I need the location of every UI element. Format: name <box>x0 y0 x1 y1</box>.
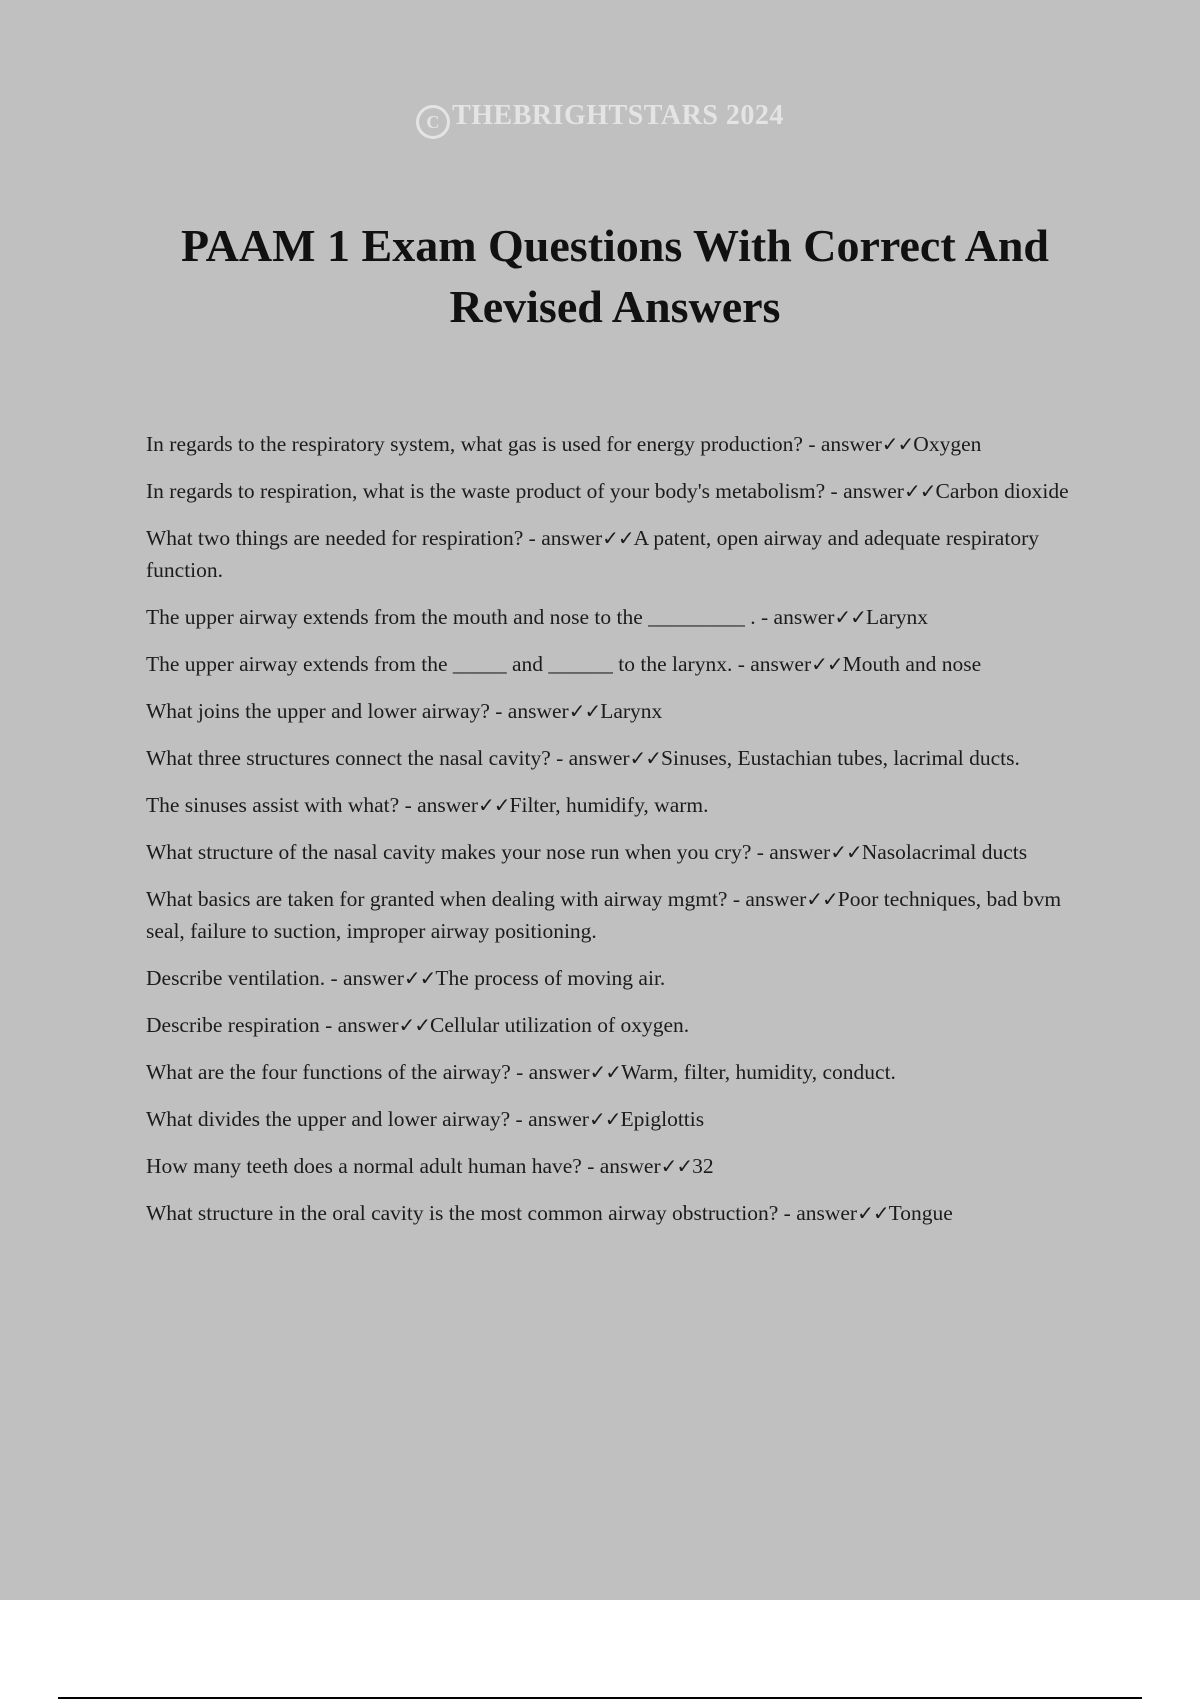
question-text: The upper airway extends from the _____ and ______ to the larynx. - answer <box>146 652 812 676</box>
footer-divider <box>58 1697 1142 1699</box>
answer-text: The process of moving air. <box>435 966 666 990</box>
answer-text: Tongue <box>888 1201 953 1225</box>
double-check-icon: ✓✓ <box>568 699 601 723</box>
qa-item <box>146 428 1096 460</box>
answer-text: Poor techniques, bad bvm seal, failure to suction, improper airway positioning. <box>146 887 1062 943</box>
qa-item <box>146 1103 1096 1135</box>
double-check-icon: ✓✓ <box>602 526 634 550</box>
question-text: The upper airway extends from the mouth and nose to the _________ . - answer <box>146 605 835 629</box>
answer-text: A patent, open airway and adequate respiratory function. <box>146 526 1039 582</box>
qa-item <box>146 789 1096 821</box>
answer-text: Sinuses, Eustachian tubes, lacrimal ducts. <box>661 746 1020 770</box>
double-check-icon: ✓✓ <box>834 605 866 629</box>
double-check-icon: ✓✓ <box>903 479 936 503</box>
answer-text: Nasolacrimal ducts <box>861 840 1028 864</box>
answer-text: Larynx <box>865 605 929 629</box>
qa-item <box>146 883 1096 947</box>
double-check-icon: ✓✓ <box>857 1201 889 1225</box>
qa-item <box>146 601 1096 633</box>
qa-item <box>146 1056 1096 1088</box>
double-check-icon: ✓✓ <box>629 746 662 770</box>
question-text: In regards to respiration, what is the waste product of your body's metabolism? - answer <box>146 479 904 503</box>
double-check-icon: ✓✓ <box>830 840 862 864</box>
question-text: What three structures connect the nasal cavity? - answer <box>146 746 630 770</box>
double-check-icon: ✓✓ <box>588 1107 621 1131</box>
double-check-icon: ✓✓ <box>403 966 436 990</box>
double-check-icon: ✓✓ <box>398 1013 431 1037</box>
qa-item <box>146 475 1096 507</box>
qa-list <box>146 428 1096 1244</box>
question-text: Describe ventilation. - answer <box>146 966 404 990</box>
answer-text: Filter, humidify, warm. <box>509 793 709 817</box>
question-text: What basics are taken for granted when dealing with airway mgmt? - answer <box>146 887 807 911</box>
answer-text: Epiglottis <box>620 1107 705 1131</box>
question-text: How many teeth does a normal adult human have? - answer <box>146 1154 661 1178</box>
double-check-icon: ✓✓ <box>881 432 914 456</box>
watermark <box>0 100 1200 139</box>
page-title: PAAM 1 Exam Questions With Correct And Revised Answers <box>180 220 1050 332</box>
double-check-icon: ✓✓ <box>589 1060 622 1084</box>
qa-item <box>146 836 1096 868</box>
answer-text: Warm, filter, humidity, conduct. <box>621 1060 896 1084</box>
double-check-icon: ✓✓ <box>478 793 510 817</box>
qa-item <box>146 962 1096 994</box>
answer-text: Carbon dioxide <box>935 479 1069 503</box>
qa-item <box>146 1197 1096 1229</box>
qa-item <box>146 1150 1096 1182</box>
question-text: What structure in the oral cavity is the most common airway obstruction? - answer <box>146 1201 858 1225</box>
qa-item <box>146 522 1096 586</box>
double-check-icon: ✓✓ <box>806 887 838 911</box>
qa-item <box>146 742 1096 774</box>
double-check-icon: ✓✓ <box>811 652 843 676</box>
question-text: What divides the upper and lower airway? - answer <box>146 1107 589 1131</box>
qa-item <box>146 648 1096 680</box>
question-text: Describe respiration - answer <box>146 1013 399 1037</box>
question-text: The sinuses assist with what? - answer <box>146 793 478 817</box>
question-text: What joins the upper and lower airway? - answer <box>146 699 569 723</box>
watermark-text: THEBRIGHTSTARS 2024 <box>452 100 784 131</box>
copyright-icon: C <box>416 105 450 139</box>
question-text: What two things are needed for respiration? - answer <box>146 526 603 550</box>
qa-item <box>146 695 1096 727</box>
answer-text: Cellular utilization of oxygen. <box>430 1013 690 1037</box>
answer-text: 32 <box>692 1154 714 1178</box>
answer-text: Mouth and nose <box>842 652 982 676</box>
question-text: What are the four functions of the airway? - answer <box>146 1060 590 1084</box>
double-check-icon: ✓✓ <box>660 1154 693 1178</box>
question-text: In regards to the respiratory system, what gas is used for energy production? - answer <box>146 432 882 456</box>
question-text: What structure of the nasal cavity makes your nose run when you cry? - answer <box>146 840 831 864</box>
answer-text: Larynx <box>600 699 663 723</box>
qa-item <box>146 1009 1096 1041</box>
answer-text: Oxygen <box>913 432 982 456</box>
